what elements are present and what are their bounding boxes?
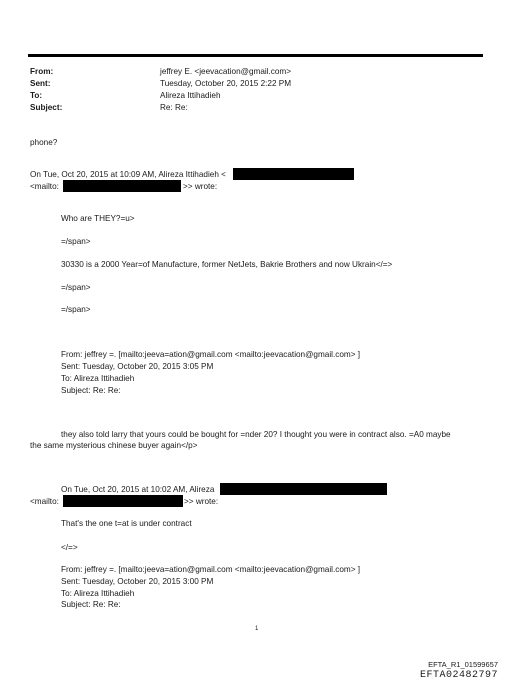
to-label: To: [30,91,43,100]
subject-label: Subject: [30,103,63,112]
quote-header-1-wrote: >> wrote: [183,182,218,191]
redaction-box [233,168,354,180]
quote-line: Who are THEY?=u> [61,214,135,223]
body-phone: phone? [30,138,58,147]
reply-line: That's the one t=at is under contract [61,519,192,528]
sent-value: Tuesday, October 20, 2015 2:22 PM [160,79,292,88]
redaction-box [220,483,387,495]
quote-header-2: On Tue, Oct 20, 2015 at 10:02 AM, Alireza [61,485,215,494]
quote-header-1-mailto: <mailto: [30,182,59,191]
forward-to: To: Alireza Ittihadieh [61,374,135,383]
page-number: 1 [255,626,259,632]
paragraph-line: they also told larry that yours could be bought for =nder 20? I thought you were in contract also. =A0 maybe [61,430,451,439]
sent-label: Sent: [30,79,51,88]
from-value: jeffrey E. <jeevacation@gmail.com> [160,67,292,76]
quote-line: 30330 is a 2000 Year=of Manufacture, former NetJets, Bakrie Brothers and now Ukrain</=> [61,260,393,269]
forward-to: To: Alireza Ittihadieh [61,589,135,598]
forward-sent: Sent: Tuesday, October 20, 2015 3:05 PM [61,362,214,371]
redaction-box [63,495,183,507]
quote-line: =/span> [61,305,91,314]
forward-subject: Subject: Re: Re: [61,386,121,395]
subject-value: Re: Re: [160,103,188,112]
quote-line: =/span> [61,283,91,292]
document-id-large: EFTA02482797 [419,670,498,681]
quote-header-1: On Tue, Oct 20, 2015 at 10:09 AM, Alireza Ittihadieh < [30,170,226,179]
forward-from: From: jeffrey =. [mailto:jeeva=ation@gmail.com <mailto:jeevacation@gmail.com> ] [61,565,361,574]
header-rule [28,54,483,57]
quote-header-2-mailto: <mailto: [30,497,59,506]
forward-subject: Subject: Re: Re: [61,600,121,609]
quote-header-2-wrote: >> wrote: [184,497,219,506]
from-label: From: [30,67,54,76]
to-value: Alireza Ittihadieh [160,91,221,100]
paragraph-line: the same mysterious chinese buyer again</p> [30,441,198,450]
forward-from: From: jeffrey =. [mailto:jeeva=ation@gmail.com <mailto:jeevacation@gmail.com> ] [61,350,361,359]
reply-line: </=> [61,543,78,552]
document-id-small: EFTA_R1_01599657 [428,660,498,669]
quote-line: =/span> [61,237,91,246]
forward-sent: Sent: Tuesday, October 20, 2015 3:00 PM [61,577,214,586]
redaction-box [63,180,181,192]
